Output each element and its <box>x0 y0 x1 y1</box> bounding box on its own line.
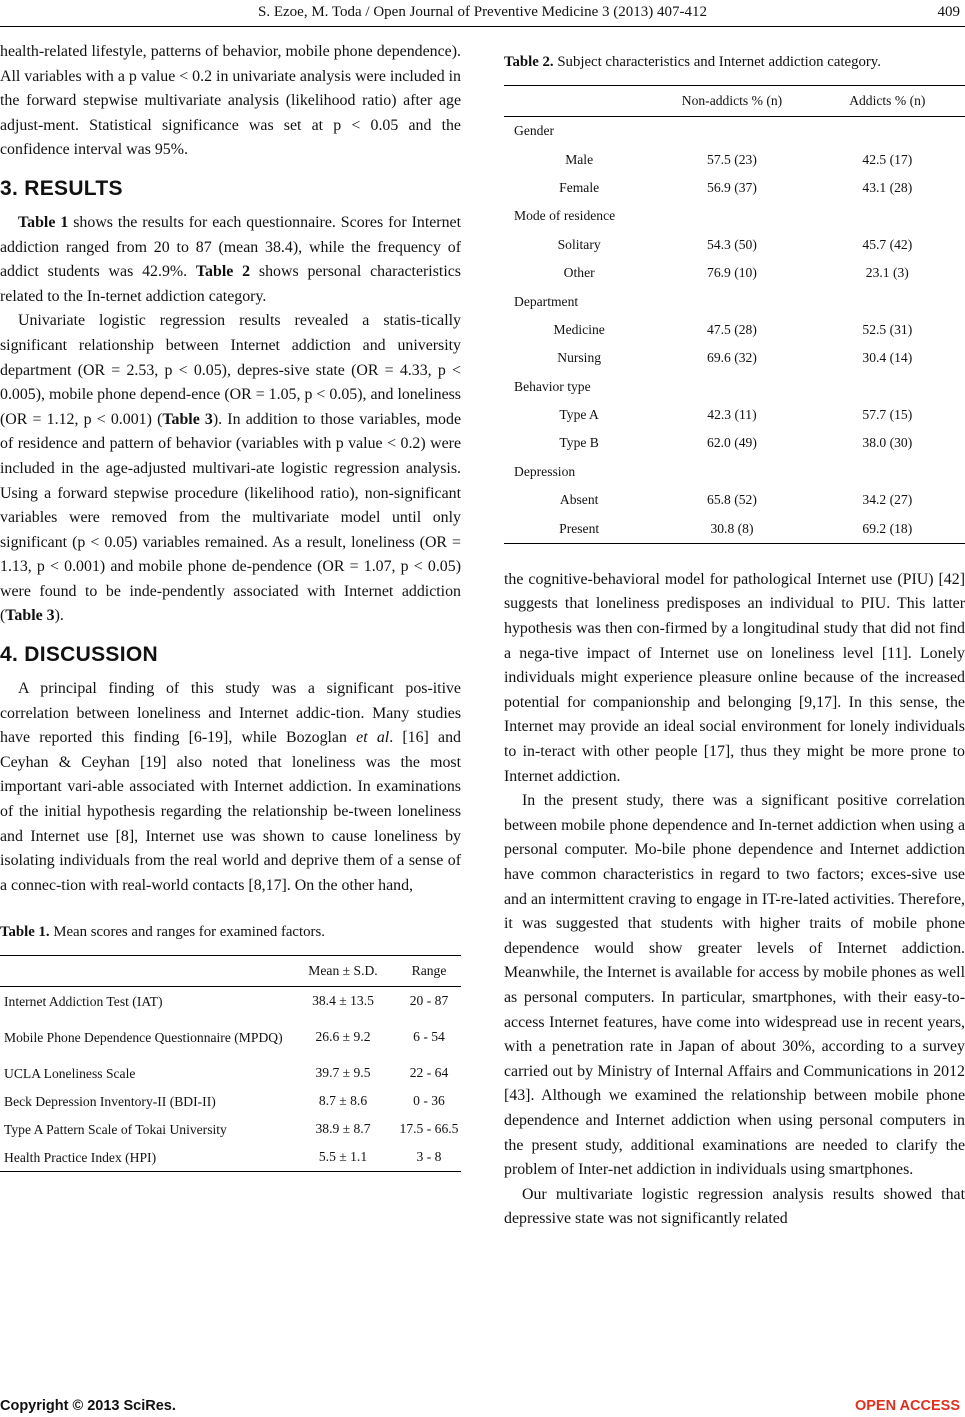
table2-cell-non-addicts: 30.8 (8) <box>654 514 809 543</box>
table2-cell-category: Nursing <box>557 350 602 366</box>
table2-cell-addicts: 34.2 (27) <box>862 492 913 508</box>
table2-cell-addicts: 69.2 (18) <box>810 514 965 543</box>
table2-caption-text: Subject characteristics and Internet addiction category. <box>553 54 881 70</box>
table1-cell-factor: UCLA Loneliness Scale <box>4 1065 136 1081</box>
table2-cell-addicts: 57.7 (15) <box>862 407 913 423</box>
table2-group-row <box>504 458 965 486</box>
table3-ref[interactable]: Table 3 <box>5 607 55 625</box>
table2-cell-addicts: 45.7 (42) <box>862 236 913 252</box>
table1-cell-factor: Type A Pattern Scale of Tokai University <box>4 1121 227 1137</box>
left-column <box>0 40 461 1172</box>
table2-cell-non-addicts: 42.3 (11) <box>707 407 757 423</box>
table-row <box>0 1115 461 1143</box>
table1-cell-range: 3 - 8 <box>397 1143 461 1172</box>
table-row <box>504 401 965 429</box>
table2-cell-addicts: 42.5 (17) <box>862 151 913 167</box>
results-heading: 3. RESULTS <box>0 176 123 200</box>
table1-cell-mean: 38.4 ± 13.5 <box>312 993 374 1009</box>
table2-cell-addicts: 43.1 (28) <box>862 179 913 195</box>
table2-caption <box>504 54 965 71</box>
table2-cell-addicts: 23.1 (3) <box>865 265 909 281</box>
table2-cell-category: Type B <box>559 435 599 451</box>
text-run: ). In addition to those variables, mode of residence and pattern of behavior (variables with p value < 0.2) were included in the age-adjusted multivari-ate logistic regression analysis. Using a forward stepwise procedure (likelihood ratio), non-significant variables were removed from the multivariate model until only significant (p < 0.05) variables remained. As a result, loneliness (OR = 1.13, p < 0.001) and mobile phone de-pendence (OR = 1.07, p < 0.05) were found to be inde-pendently associated with Internet addiction ( <box>0 410 461 625</box>
table2-header-row <box>504 86 965 117</box>
table-row <box>504 344 965 372</box>
table2-col-addicts: Addicts % (n) <box>810 86 965 117</box>
text-run: ). <box>54 607 64 625</box>
table2-col-characteristic <box>504 86 654 117</box>
table-row <box>0 1143 461 1172</box>
table2-col-non-addicts: Non-addicts % (n) <box>654 86 809 117</box>
text-run: A principal finding of this study was a significant pos-itive correlation between loneliness and Internet addic-tion. Many studies have reported this finding [6-19], while Bozoglan <box>0 680 461 747</box>
header-rule <box>0 26 965 27</box>
table1-cell-factor: Health Practice Index (HPI) <box>0 1143 289 1172</box>
text-run: shows the results for each questionnaire. Scores for Internet addiction ranged from 20 to 87 (mean 38.4), while the frequency of addict students was 42.9%. <box>0 213 462 281</box>
table2-group-row <box>504 117 965 146</box>
table-row <box>0 1059 461 1087</box>
page-number: 409 <box>937 4 960 20</box>
text-run: shows personal characteristics related to the In-ternet addiction category. <box>0 263 461 305</box>
table2-cell-non-addicts: 47.5 (28) <box>707 321 757 337</box>
table-row <box>0 987 461 1016</box>
table3-ref[interactable]: Table 3 <box>162 410 213 428</box>
table2-group-row <box>504 373 965 401</box>
table1-cell-mean: 39.7 ± 9.5 <box>315 1065 371 1081</box>
table1-col-mean: Mean ± S.D. <box>289 956 397 987</box>
table2-cell-addicts: 38.0 (30) <box>862 435 913 451</box>
table2-cell-category: Solitary <box>557 236 601 252</box>
table-row <box>0 1087 461 1115</box>
running-header <box>0 0 965 24</box>
journal-citation: S. Ezoe, M. Toda / Open Journal of Preventive Medicine 3 (2013) 407-412 <box>258 4 707 20</box>
text-run: . [16] and Ceyhan & Ceyhan [19] also noted that loneliness was the most important vari-able associated with Internet addiction. In examinations of the initial hypothesis regarding the relationship be-tween loneliness and Internet use [8], Internet use was shown to cause loneliness by isolating individuals from the real world and deprive them of a sense of a connec-tion with real-world contacts [8,17]. On the other hand, <box>0 729 461 894</box>
table2-group-label: Depression <box>514 463 576 479</box>
table2-cell-non-addicts: 76.9 (10) <box>707 265 757 281</box>
right-column <box>504 40 965 1232</box>
table2-group-label: Behavior type <box>514 378 591 394</box>
table2-cell-non-addicts: 65.8 (52) <box>707 492 757 508</box>
table1-cell-mean: 5.5 ± 1.1 <box>289 1143 397 1172</box>
table2-cell-non-addicts: 62.0 (49) <box>707 435 757 451</box>
table1-cell-range: 20 - 87 <box>409 993 449 1009</box>
table1-caption-text: Mean scores and ranges for examined factors. <box>49 924 325 941</box>
table1-cell-mean: 38.9 ± 8.7 <box>315 1121 371 1137</box>
table2-cell-category: Other <box>563 265 595 281</box>
table-row <box>504 514 965 543</box>
table1-caption-label: Table 1. <box>0 924 50 941</box>
paragraph-discussion-4: Our multivariate logistic regression analysis results showed that depressive state was not significantly related <box>504 1185 965 1228</box>
table2-cell-category: Type A <box>559 407 599 423</box>
table1-cell-range: 22 - 64 <box>409 1065 449 1081</box>
table1-cell-factor: Internet Addiction Test (IAT) <box>4 993 163 1009</box>
table2-cell-non-addicts: 54.3 (50) <box>707 236 757 252</box>
paragraph-discussion-3: In the present study, there was a significant positive correlation between mobile phone dependence and In-ternet addiction when using a personal computer. Mo-bile phone dependence and Internet addiction have common characteristics in regard to two factors; exces-sive use and an intermittent craving to engage in IT-re-lated activities. Therefore, it was suggested that students with higher traits of mobile phone dependence would show greater levels of Internet addiction. Meanwhile, the Internet is available for access by mobile phones as well as personal computers. In particular, smartphones, with their easy-to-access Internet features, have come into widespread use in recent years, with a penetration rate in Japan of about 30%, according to a survey carried out by Ministry of Internal Affairs and Communications in 2012 [43]. Although we examined the relationship between mobile phone dependence and Internet addiction when using personal computers in the present study, additional examinations are needed to clarify the problem of Inter-net addiction in individuals using smartphones. <box>504 792 965 1179</box>
table2-cell-addicts: 30.4 (14) <box>862 350 913 366</box>
paragraph-methods-end: health-related lifestyle, patterns of behavior, mobile phone dependence). All variables with a p value < 0.2 in univariate analysis were included in the forward stepwise multivariate analysis (likelihood ratio) after age adjust-ment. Statistical significance was set at p < 0.05 and the confidence interval was 95%. <box>0 43 461 159</box>
table1-cell-range: 0 - 36 <box>413 1093 445 1109</box>
table2-cell-category: Medicine <box>553 321 605 337</box>
table2-cell-non-addicts: 56.9 (37) <box>707 179 757 195</box>
table-row <box>504 174 965 202</box>
table2-cell-category: Female <box>559 179 600 195</box>
table1 <box>0 955 461 1172</box>
table1-cell-range: 6 - 54 <box>413 1029 445 1045</box>
table-row <box>0 1015 461 1059</box>
table1-cell-range: 17.5 - 66.5 <box>399 1121 459 1137</box>
table2-group-label: Mode of residence <box>514 208 616 224</box>
copyright-notice: Copyright © 2013 SciRes. <box>0 1398 176 1414</box>
table1-cell-mean: 26.6 ± 9.2 <box>315 1029 371 1045</box>
table-row <box>504 145 965 173</box>
table2-group-label: Gender <box>514 123 555 139</box>
table1-ref[interactable]: Table 1 <box>18 213 69 231</box>
table1-header-row <box>0 956 461 987</box>
table1-cell-factor: Beck Depression Inventory-II (BDI-II) <box>4 1093 216 1109</box>
table-row <box>504 486 965 514</box>
table1-col-range: Range <box>397 956 461 987</box>
table-row <box>504 429 965 457</box>
paragraph-results-1 <box>0 211 461 309</box>
open-access-label[interactable]: OPEN ACCESS <box>854 1398 960 1414</box>
table1-cell-factor: Mobile Phone Dependence Questionnaire (MPDQ) <box>4 1029 283 1045</box>
table2 <box>504 85 965 544</box>
paragraph-discussion-2: the cognitive-behavioral model for pathological Internet use (PIU) [42] suggests that loneliness predisposes an individual to PIU. This latter hypothesis was then con-firmed by a longitudinal study that did not find a nega-tive impact of Internet use on loneliness level [11]. Lonely individuals might experience pleasure online because of the increased potential for companionship and belonging [9,17]. In this sense, the Internet may provide an ideal social environment for lonely individuals to in-teract with other people [17], thus they might be more prone to Internet addiction. <box>504 570 965 785</box>
table2-caption-label: Table 2. <box>504 54 554 70</box>
table2-group-row <box>504 202 965 230</box>
table2-cell-category: Present <box>504 514 654 543</box>
table2-cell-non-addicts: 69.6 (32) <box>707 350 757 366</box>
table1-col-factor <box>0 956 289 987</box>
paragraph-discussion-1 <box>0 677 461 898</box>
table2-cell-category: Absent <box>559 492 599 508</box>
et-al: et al <box>356 729 390 747</box>
table1-caption <box>0 924 461 941</box>
discussion-heading: 4. DISCUSSION <box>0 643 158 667</box>
table2-cell-non-addicts: 57.5 (23) <box>707 151 757 167</box>
table2-ref[interactable]: Table 2 <box>195 263 251 281</box>
table1-cell-mean: 8.7 ± 8.6 <box>318 1093 368 1109</box>
table-row <box>504 259 965 287</box>
paragraph-results-2 <box>0 309 461 629</box>
table2-cell-category: Male <box>565 151 594 167</box>
table-row <box>504 316 965 344</box>
table2-cell-addicts: 52.5 (31) <box>862 321 913 337</box>
table2-group-label: Department <box>514 293 579 309</box>
table-row <box>504 231 965 259</box>
text-run: Univariate logistic regression results revealed a statis-tically significant relationship between Internet addiction and university department (OR = 2.53, p < 0.05), depres-sive state (OR = 4.33, p < 0.005), mobile phone depend-ence (OR = 1.05, p < 0.05), and loneliness (OR = 1.12, p < 0.001) ( <box>0 312 461 428</box>
table2-group-row <box>504 287 965 315</box>
